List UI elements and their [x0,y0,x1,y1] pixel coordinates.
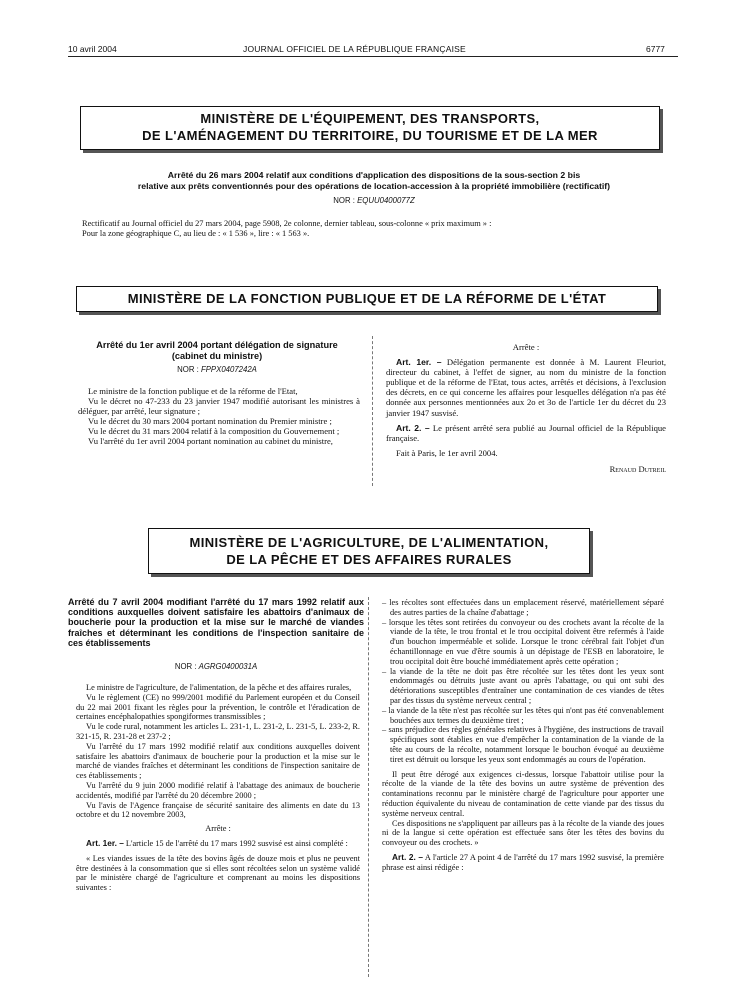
arrete3-nor [68,662,364,671]
condition-item: – sans préjudice des règles générales relatives à l'hygiène, des instructions de travail spécifiques sont établies en vue d'empêcher la contamination de la viande de la tête au cours de la récolte, notamment lorsque le bouchon évoqué au deuxième tiret est détruit ou lorsque les yeux sont endommagés au cours de l'opération. [382,725,664,764]
ministry-banner-equipement [80,106,660,150]
condition-item: – lorsque les têtes sont retirées du convoyeur ou des crochets avant la récolte de la viande de la tête, le trou frontal et le trou occipital doivent être refermés à l'aide d'un bouchon imperméable et solide. Lorsque le tronc cérébral fait l'objet d'un échantillonnage en vue d'être soumis à un dépistage de l'ESB en laboratoire, le trou occipital doit être bouché immédiatement après cette opération ; [382,617,664,666]
arrete3-title: Arrêté du 7 avril 2004 modifiant l'arrêté du 17 mars 1992 relatif aux conditions auxquelles doivent satisfaire les abattoirs d'animaux de boucherie pour la production et la mise sur le marché de viandes fraîches et déterminant les conditions de l'inspection sanitaire de ces établissements [68,597,364,648]
arrete1-text [82,219,672,239]
condition-item: – la viande de la tête ne doit pas être récoltée sur les têtes dont les yeux sont endommagés ou détruits juste avant ou après l'abattage, ou qui ont subi des détériorations susceptibles d'entraîner une contamination de ces viandes de têtes par des tissus du système nerveux central ; [382,666,664,705]
condition-item: – les récoltes sont effectuées dans un emplacement réservé, matériellement séparé des autres parties de la chaîne d'abattage ; [382,598,664,617]
nor-code: AGRG0400031A [198,662,258,671]
condition-item: – la viande de la tête n'est pas récoltée sur les têtes qui n'ont pas été convenablement bouchées aux termes du deuxième tiret ; [382,705,664,725]
derogation-paragraph: Il peut être dérogé aux exigences ci-dessus, lorsque l'abattoir utilise pour la récolte de la viande de la tête des bovins un autre système de prévention des contaminations reconnu par le ministère chargé de l'agriculture pour apporter une réduction équivalente du niveau de contamination de cette viande par des tissus du système nerveux central. [382,769,664,818]
article-text: Délégation permanente est donnée à M. Laurent Fleuriot, directeur du cabinet, à l'effet de signer, au nom du ministre de la fonction publique et de la réforme de l'Etat, tous actes, arrêtés et décisions, à l'exclusion des décrets, en ce qui concerne les affaires pour lesquelles délégation n'a pas été donnée aux personnes mentionnées aux 2o et 3o de l'article 1er du décret du 23 janvier 1947 susvisé. [386,357,666,418]
visa: Le ministre de l'agriculture, de l'alimentation, de la pêche et des affaires rurales, [86,683,352,692]
nor-label: NOR : [333,196,358,205]
ministry-title-line2: DE L'AMÉNAGEMENT DU TERRITOIRE, DU TOURISME ET DE LA MER [142,128,598,143]
visa: Vu l'avis de l'Agence française de sécurité sanitaire des aliments en date du 13 octobre et du 12 novembre 2003, [76,800,360,820]
page-number: 6777 [646,44,665,54]
visa: Vu l'arrêté du 1er avril 2004 portant nomination au cabinet du ministre, [88,436,333,447]
arrete1-title-line1: Arrêté du 26 mars 2004 relatif aux conditions d'application des dispositions de la sous-section 2 bis [167,170,581,180]
arrete-word: Arrête : [205,824,231,834]
arrete3-conditions [382,598,664,873]
visa: Vu le décret no 47-233 du 23 janvier 1947 modifié autorisant les ministres à déléguer, par arrêté, leur signature ; [78,396,360,417]
nor-label: NOR : [174,662,199,671]
article-text: Le présent arrêté sera publié au Journal officiel de la République française. [386,422,666,443]
ministry3-title-line2: DE LA PÊCHE ET DES AFFAIRES RURALES [226,552,512,567]
journal-title: JOURNAL OFFICIEL DE LA RÉPUBLIQUE FRANÇAISE [243,44,466,54]
column-separator [368,597,369,977]
ministry-banner-fonction-publique [76,286,658,312]
visa: Vu l'arrêté du 17 mars 1992 modifié relatif aux conditions auxquelles doivent satisfaire les abattoirs d'animaux de boucherie pour la production et la mise sur le marché de viandes fraîches et déterminant les conditions de l'inspection sanitaire de ces établissements ; [76,741,360,781]
arrete2-articles [386,342,666,474]
arrete1-title [76,170,672,191]
header-date: 10 avril 2004 [68,44,117,54]
fait-a-paris: Fait à Paris, le 1er avril 2004. [396,447,498,458]
arrete1-title-line2: relative aux prêts conventionnés pour des opérations de location-accession à la propriété immobilière (rectificatif) [137,180,611,191]
article-label: Art. 1er. – [396,357,442,368]
article-quote: « Les viandes issues de la tête des bovins âgés de douze mois et plus ne peuvent être destinées à la consommation que si elles sont récoltées selon un système validé par le ministère chargé de l'agriculture et comprenant au moins les dispositions suivantes : [76,853,360,893]
nor-label: NOR : [177,365,201,374]
ministry-title-line1: MINISTÈRE DE L'ÉQUIPEMENT, DES TRANSPORTS, [200,111,540,126]
column-separator [372,336,373,486]
visa: Vu l'arrêté du 9 juin 2000 modifié relatif à l'abattage des animaux de boucherie accidentés, modifié par l'arrêté du 20 décembre 2000 ; [76,780,360,800]
article-label: Art. 2. – [392,851,424,862]
arrete2-title [68,340,366,361]
arrete1-text-line1: Rectificatif au Journal officiel du 27 mars 2004, page 5908, 2e colonne, dernier tableau, sous-colonne « prix maximum » : [82,219,492,228]
header-rule [68,56,678,57]
arrete3-visas [76,683,360,893]
joues-paragraph: Ces dispositions ne s'appliquent par ailleurs pas à la récolte de la viande des joues ni de la langue si cette opération est effectuée sans ôter les têtes des bovins du convoyeur ou des crochets. » [382,818,664,848]
visa: Vu le règlement (CE) no 999/2001 modifié du Parlement européen et du Conseil du 22 mai 2001 fixant les règles pour la prévention, le contrôle et l'éradication de certaines encéphalopathies spongiformes transmissibles ; [76,692,360,722]
arrete2-title-line1: Arrêté du 1er avril 2004 portant délégation de signature [96,340,338,350]
article-label: Art. 2. – [396,422,430,433]
visa: Vu le décret du 31 mars 2004 relatif à la composition du Gouvernement ; [88,426,340,437]
arrete2-nor [68,365,366,374]
visa: Vu le décret du 30 mars 2004 portant nomination du Premier ministre ; [88,416,332,427]
arrete2-title-line2: (cabinet du ministre) [171,350,263,361]
visa: Le ministre de la fonction publique et de la réforme de l'Etat, [88,386,298,396]
ministry-banner-agriculture [148,528,590,574]
article-text: L'article 15 de l'arrêté du 17 mars 1992 susvisé est ainsi complété : [125,838,348,848]
visa: Vu le code rural, notamment les articles L. 231-1, L. 231-2, L. 231-5, L. 233-2, R. 321-15, R. 231-28 et 237-2 ; [76,722,360,741]
signature: Renaud Dutreil [609,463,666,474]
ministry2-title: MINISTÈRE DE LA FONCTION PUBLIQUE ET DE LA RÉFORME DE L'ÉTAT [127,291,607,306]
article-text: A l'article 27 A point 4 de l'arrêté du 17 mars 1992 susvisé, la première phrase est ainsi rédigée : [382,852,664,872]
nor-code: FPPX0407242A [200,365,257,374]
nor-code: EQUU0400077Z [357,196,415,205]
article-label: Art. 1er. – [86,837,124,848]
arrete1-nor [76,196,672,205]
ministry3-title-line1: MINISTÈRE DE L'AGRICULTURE, DE L'ALIMENTATION, [189,535,549,550]
arrete1-text-line2: Pour la zone géographique C, au lieu de : « 1 536 », lire : « 1 563 ». [82,229,310,239]
arrete2-visas [78,386,360,447]
arrete-word: Arrête : [512,342,540,352]
